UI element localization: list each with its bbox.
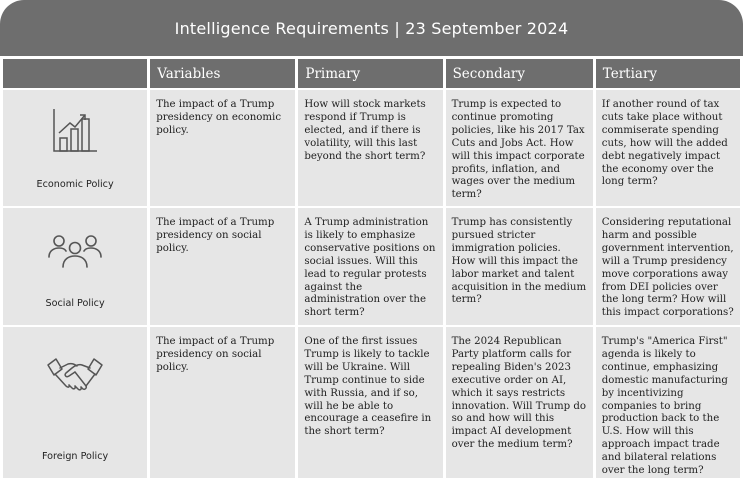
primary-cell: A Trump administration is likely to emphasize conservative positions on social issues. Will this lead to regular protests against the administration over the short term? bbox=[298, 208, 442, 325]
table-row bbox=[3, 90, 740, 206]
page-title: Intelligence Requirements | 23 September 2024 bbox=[0, 0, 743, 56]
column-header-variables: Variables bbox=[150, 59, 295, 88]
secondary-cell: The 2024 Republican Party platform calls for repealing Biden's 2023 executive order on AI, which it says restricts innovation. Will Trump do so and how will this impact AI development over the medium term? bbox=[446, 327, 593, 478]
people-group-icon bbox=[47, 233, 103, 273]
category-label: Economic Policy bbox=[36, 179, 114, 191]
tertiary-cell: Trump's "America First" agenda is likely to continue, emphasizing domestic manufacturing by incentivizing companies to bring production back to the U.S. How will this approach impact trade and bilateral relations over the long term? bbox=[596, 327, 740, 478]
variables-cell: The impact of a Trump presidency on social policy. bbox=[150, 327, 295, 478]
column-header-tertiary: Tertiary bbox=[596, 59, 740, 88]
table-row bbox=[3, 208, 740, 325]
category-cell bbox=[3, 327, 147, 478]
table-row bbox=[3, 327, 740, 478]
intelligence-requirements-table bbox=[0, 57, 743, 480]
primary-cell: How will stock markets respond if Trump is elected, and if there is volatility, will this last beyond the short term? bbox=[298, 90, 442, 206]
primary-cell: One of the first issues Trump is likely to tackle will be Ukraine. Will Trump continue to side with Russia, and if so, will he be able to encourage a ceasefire in the short term? bbox=[298, 327, 442, 478]
category-label: Social Policy bbox=[45, 298, 105, 310]
category-cell bbox=[3, 208, 147, 325]
column-header-secondary: Secondary bbox=[446, 59, 593, 88]
variables-cell: The impact of a Trump presidency on economic policy. bbox=[150, 90, 295, 206]
header-row bbox=[3, 59, 740, 88]
bar-chart-icon bbox=[51, 106, 99, 154]
secondary-cell: Trump has consistently pursued stricter immigration policies. How will this impact the labor market and talent acquisition in the medium term? bbox=[446, 208, 593, 325]
category-cell bbox=[3, 90, 147, 206]
column-header-primary: Primary bbox=[298, 59, 442, 88]
column-header-category bbox=[3, 59, 147, 88]
secondary-cell: Trump is expected to continue promoting policies, like his 2017 Tax Cuts and Jobs Act. How will this impact corporate profits, inflation, and wages over the medium term? bbox=[446, 90, 593, 206]
variables-cell: The impact of a Trump presidency on social policy. bbox=[150, 208, 295, 325]
tertiary-cell: Considering reputational harm and possible government intervention, will a Trump presidency move corporations away from DEI policies over the long term? How will this impact corporations? bbox=[596, 208, 740, 325]
tertiary-cell: If another round of tax cuts take place without commiserate spending cuts, how will the added debt negatively impact the economy over the long term? bbox=[596, 90, 740, 206]
handshake-icon bbox=[46, 355, 104, 399]
category-label: Foreign Policy bbox=[42, 451, 109, 463]
